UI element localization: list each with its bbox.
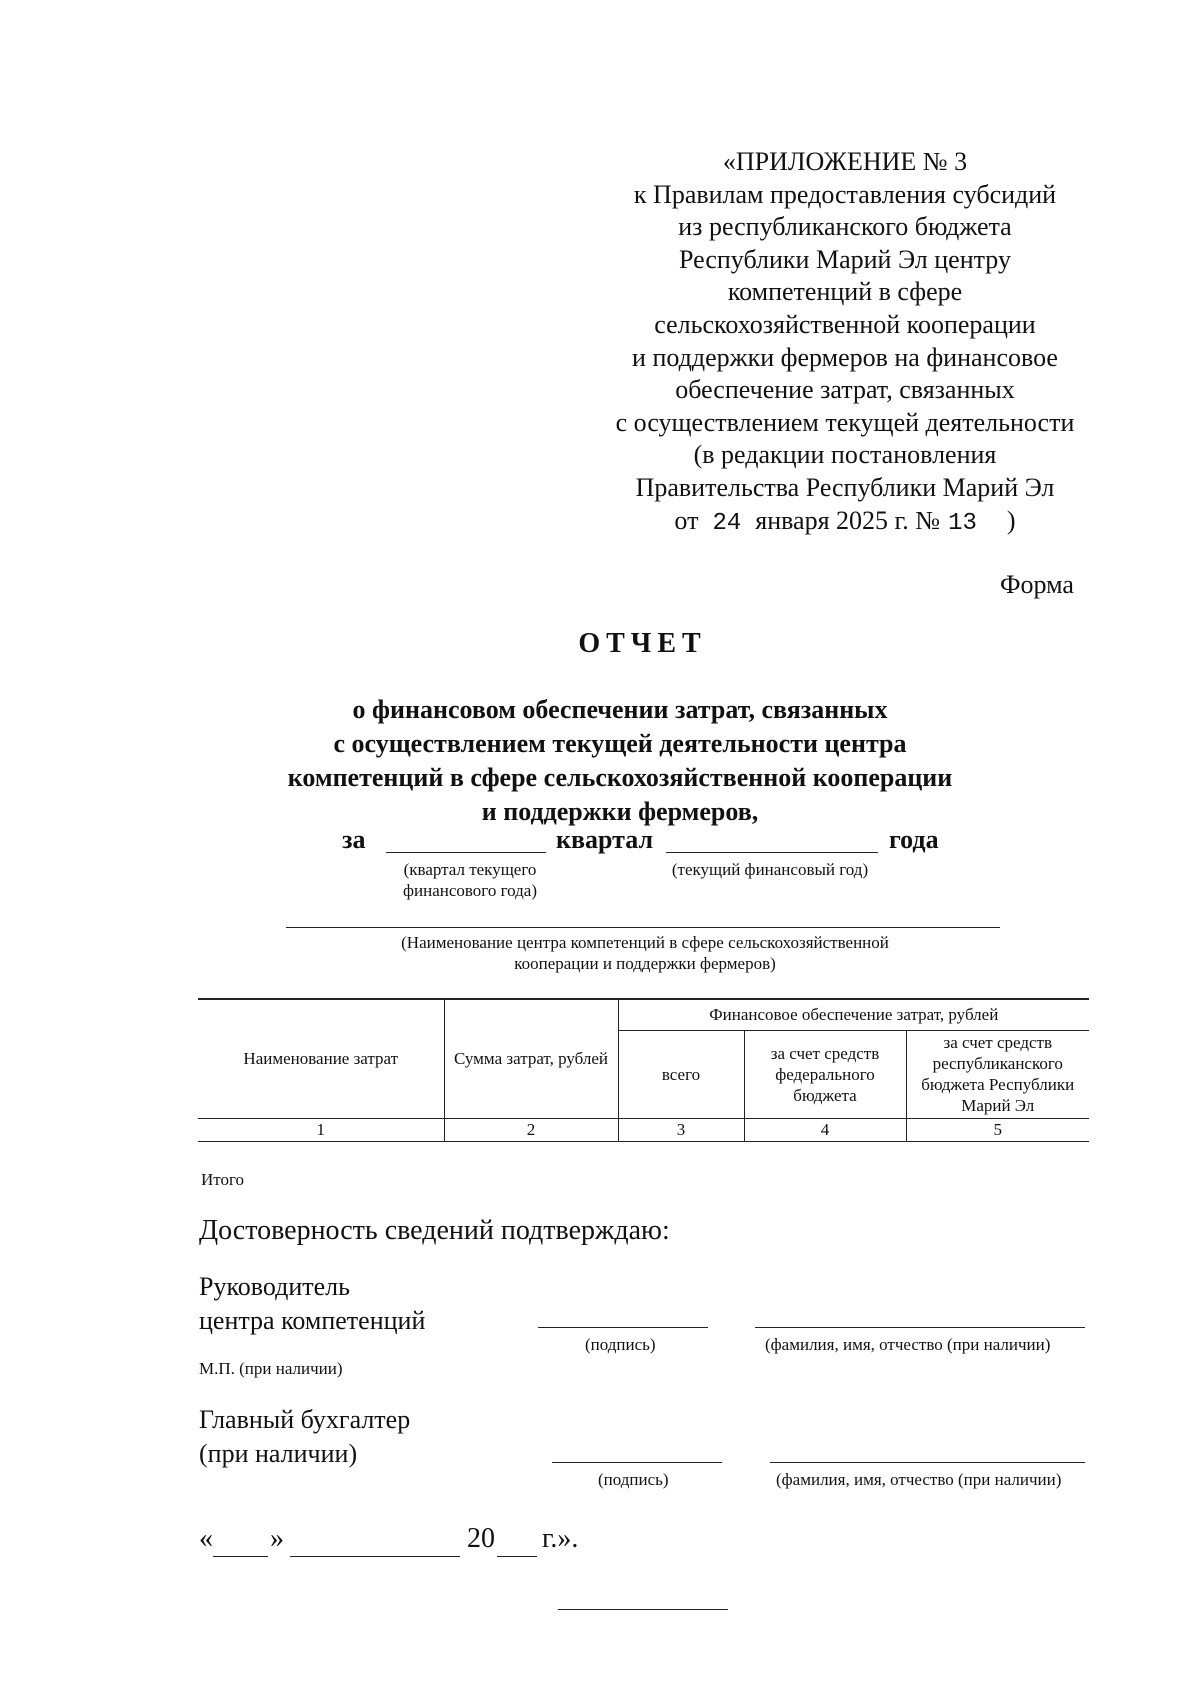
appendix-date-number: 13: [948, 509, 977, 537]
confirmation-text: Достоверность сведений подтверждаю:: [199, 1215, 670, 1246]
appendix-date-day: 24: [712, 509, 742, 537]
accountant-title-line: (при наличии): [199, 1439, 358, 1468]
date-year-blank[interactable]: [497, 1556, 537, 1557]
head-name-line[interactable]: [755, 1327, 1085, 1328]
quarter-hint-line: финансового года): [402, 881, 538, 900]
appendix-header: [590, 146, 1100, 540]
header-total: всего: [618, 1030, 744, 1118]
accountant-title: [199, 1403, 410, 1471]
subtitle-line: о финансовом обеспечении затрат, связанных: [352, 695, 888, 724]
column-number: 4: [744, 1118, 906, 1141]
head-name-hint: (фамилия, имя, отчество (при наличии): [765, 1335, 1051, 1354]
subtitle-line: и поддержки фермеров,: [481, 797, 759, 826]
date-open-quote: «: [199, 1523, 213, 1554]
period-goda: года: [889, 825, 939, 854]
period-za: за: [342, 825, 366, 854]
head-title-line: центра компетенций: [199, 1306, 426, 1335]
accountant-name-line[interactable]: [770, 1462, 1085, 1463]
column-number: 3: [618, 1118, 744, 1141]
appendix-date-prefix: от: [674, 505, 699, 535]
accountant-signature-line[interactable]: [552, 1462, 722, 1463]
table-row: [198, 1118, 1089, 1141]
appendix-date-line: [590, 505, 1100, 541]
column-number: 2: [444, 1118, 618, 1141]
head-title: [199, 1270, 425, 1338]
year-hint: (текущий финансовый год): [671, 860, 869, 879]
head-signature-line[interactable]: [538, 1327, 708, 1328]
column-number: 5: [906, 1118, 1089, 1141]
date-day-blank[interactable]: [213, 1556, 268, 1557]
expenses-table: [198, 998, 1089, 1142]
accountant-name-hint: (фамилия, имя, отчество (при наличии): [776, 1470, 1062, 1489]
appendix-line: с осуществлением текущей деятельности: [615, 407, 1075, 437]
header-federal: за счет средств федерального бюджета: [744, 1030, 906, 1118]
header-expense-sum: Сумма затрат, рублей: [444, 999, 618, 1118]
quarter-hint-line: (квартал текущего: [403, 860, 537, 879]
head-signature-hint: (подпись): [585, 1335, 656, 1354]
date-month-blank[interactable]: [290, 1556, 460, 1557]
period-kvartal: квартал: [556, 825, 654, 854]
date-close-quote: »: [270, 1523, 284, 1554]
date-year-suffix: г.».: [542, 1523, 579, 1554]
appendix-line: из республиканского бюджета: [678, 212, 1012, 242]
subtitle-line: с осуществлением текущей деятельности центра: [333, 729, 907, 758]
center-name-hint-line: (Наименование центра компетенций в сфере сельскохозяйственной: [401, 933, 889, 952]
appendix-line: обеспечение затрат, связанных: [675, 375, 1015, 405]
appendix-line: (в редакции постановления: [693, 440, 997, 470]
date-year-prefix: 20: [467, 1523, 495, 1554]
form-label: Форма: [1000, 570, 1074, 599]
subtitle-line: компетенций в сфере сельскохозяйственной кооперации: [287, 763, 953, 792]
quarter-hint: [380, 859, 560, 901]
header-expense-name: Наименование затрат: [198, 999, 444, 1118]
end-divider: [558, 1609, 728, 1610]
report-subtitle: [240, 693, 1000, 829]
column-number: 1: [198, 1118, 444, 1141]
year-blank-line[interactable]: [666, 852, 878, 853]
appendix-line: к Правилам предоставления субсидий: [633, 179, 1057, 209]
quarter-blank-line[interactable]: [386, 852, 546, 853]
stamp-note: М.П. (при наличии): [199, 1359, 343, 1378]
appendix-line: сельскохозяйственной кооперации: [654, 309, 1036, 339]
appendix-date-month-year: января 2025 г. №: [755, 505, 941, 535]
head-title-line: Руководитель: [199, 1272, 350, 1301]
appendix-line: Правительства Республики Марий Эл: [635, 472, 1055, 502]
appendix-line: и поддержки фермеров на финансовое: [632, 342, 1058, 372]
center-name-blank-line[interactable]: [286, 927, 1000, 928]
appendix-line: компетенций в сфере: [727, 277, 963, 307]
appendix-date-close: ): [1006, 505, 1016, 535]
center-name-hint-line: кооперации и поддержки фермеров): [514, 954, 776, 973]
appendix-line: Республики Марий Эл центру: [679, 244, 1011, 274]
total-label: Итого: [201, 1170, 245, 1189]
report-title: ОТЧЕТ: [578, 628, 707, 659]
appendix-line: «ПРИЛОЖЕНИЕ № 3: [722, 147, 968, 176]
header-republic: за счет средств республиканского бюджета Республики Марий Эл: [906, 1030, 1089, 1118]
accountant-signature-hint: (подпись): [598, 1470, 669, 1489]
center-name-hint: [330, 932, 960, 974]
accountant-title-line: Главный бухгалтер: [199, 1405, 411, 1434]
header-financing-group: Финансовое обеспечение затрат, рублей: [618, 999, 1089, 1030]
